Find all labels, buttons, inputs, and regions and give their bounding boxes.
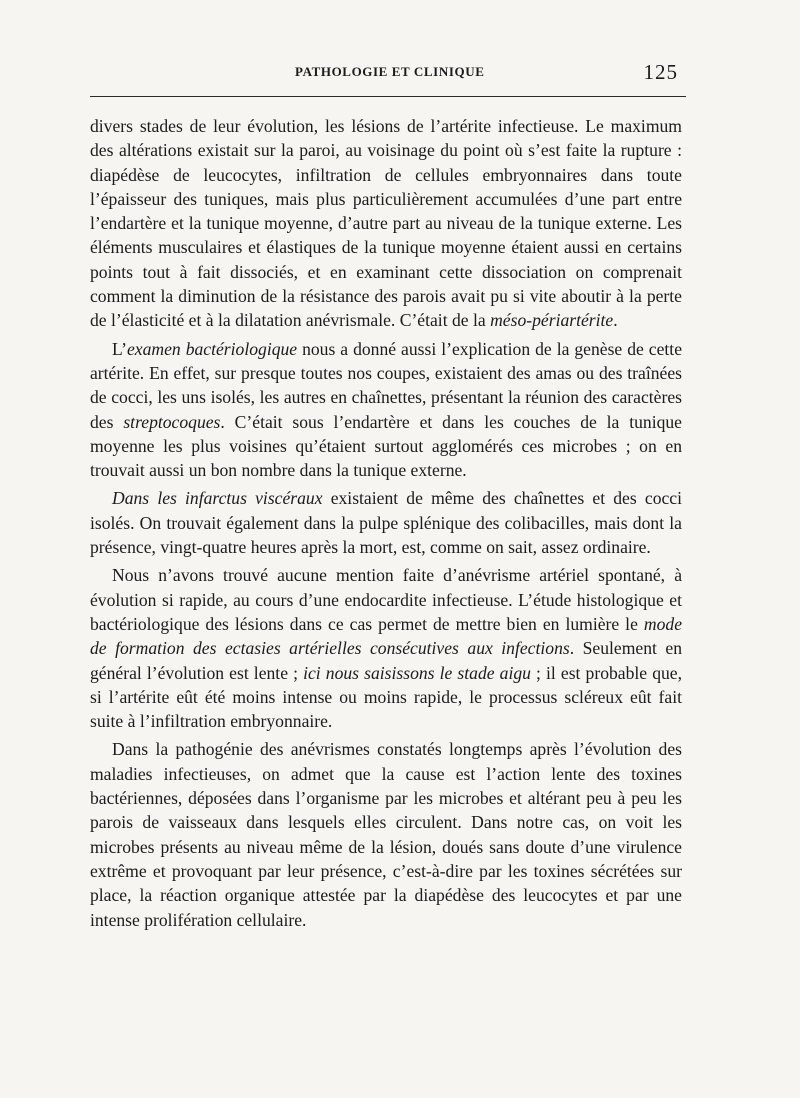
text-segment: L’ xyxy=(112,338,127,359)
paragraph xyxy=(90,737,682,931)
body-text xyxy=(90,114,682,936)
text-segment: Nous n’avons trouvé aucune mention faite d’anévrisme artériel spontané, à évolution si rapide, au cours d’une endocardite infectieuse. L’étude histologique et bactériologique des lésions dans ce cas permet de mettre bien en lumière le xyxy=(90,565,682,634)
italic-segment: ici nous saisissons le stade aigu xyxy=(303,662,531,683)
paragraph xyxy=(90,337,682,483)
paragraph xyxy=(90,563,682,733)
text-segment: divers stades de leur évolution, les lésions de l’artérite infectieuse. Le maximum des altérations existait sur la paroi, au voisinage du point où s’est faite la rupture : diapédèse de leucocytes, infiltration de cellules embryonnaires dans toute l’épaisseur des tuniques, mais plus particulièrement accumulées d’une part entre l’endartère et la tunique moyenne, d’autre part au niveau de la tunique externe. Les éléments musculaires et élastiques de la tunique moyenne étaient aussi en certains points tout à fait dissociés, et en examinant cette dissociation on comprenait comment la diminution de la résistance des parois avait pu si vite aboutir à la perte de l’élasticité et à la dilatation anévrismale. C’était de la xyxy=(90,116,682,331)
italic-segment: mode de formation des ectasies artérielles consécutives aux infections xyxy=(90,613,682,659)
text-segment: . C’était sous l’endartère et dans les couches de la tunique moyenne les plus voisines qu’étaient surtout agglomérés ces microbes ; on en trouvait aussi un bon nombre dans la tunique externe. xyxy=(90,411,682,481)
italic-segment: Dans les infarctus viscéraux xyxy=(112,488,323,509)
paragraph xyxy=(90,486,682,559)
text-segment: nous a donné aussi l’explication de la genèse de cette artérite. En effet, sur presque toutes nos coupes, existaient des amas ou des traînées de cocci, les uns isolés, les autres en chaînettes, présentant la réunion des caractères des xyxy=(90,338,682,432)
italic-segment: streptocoques xyxy=(123,411,221,432)
text-segment: existaient de même des chaînettes et des cocci isolés. On trouvait également dans la pulpe splénique des colibacilles, mais dont la présence, vingt-quatre heures après la mort, est, comme on sait, assez ordinaire. xyxy=(90,488,682,558)
text-segment: . xyxy=(613,310,618,331)
running-title: PATHOLOGIE ET CLINIQUE xyxy=(295,64,485,79)
running-head xyxy=(90,60,686,88)
page-number: 125 xyxy=(643,60,678,84)
header-rule xyxy=(90,96,686,97)
paragraph xyxy=(90,114,682,333)
italic-segment: examen bactériologique xyxy=(127,338,298,359)
italic-segment: méso-périartérite xyxy=(490,310,614,331)
text-segment: Dans la pathogénie des anévrismes constatés longtemps après l’évolution des maladies infectieuses, on admet que la cause est l’action lente des toxines bactériennes, déposées dans l’organisme par les microbes et altérant peu à peu les parois de vaisseaux dans lesquels elles circulent. Dans notre cas, on voit les microbes présents au niveau même de la lésion, doués sans doute d’une virulence extrême et provoquant par leur présence, c’est-à-dire par les toxines sécrétées sur place, la réaction organique attestée par la diapédèse des leucocytes et par une intense prolifération cellulaire. xyxy=(90,739,682,930)
text-segment: . Seulement en général l’évolution est lente ; xyxy=(90,638,682,683)
text-segment: ; il est probable que, si l’artérite eût été moins intense ou moins rapide, le processus scléreux eût fait suite à l’infiltration embryonnaire. xyxy=(90,662,682,732)
